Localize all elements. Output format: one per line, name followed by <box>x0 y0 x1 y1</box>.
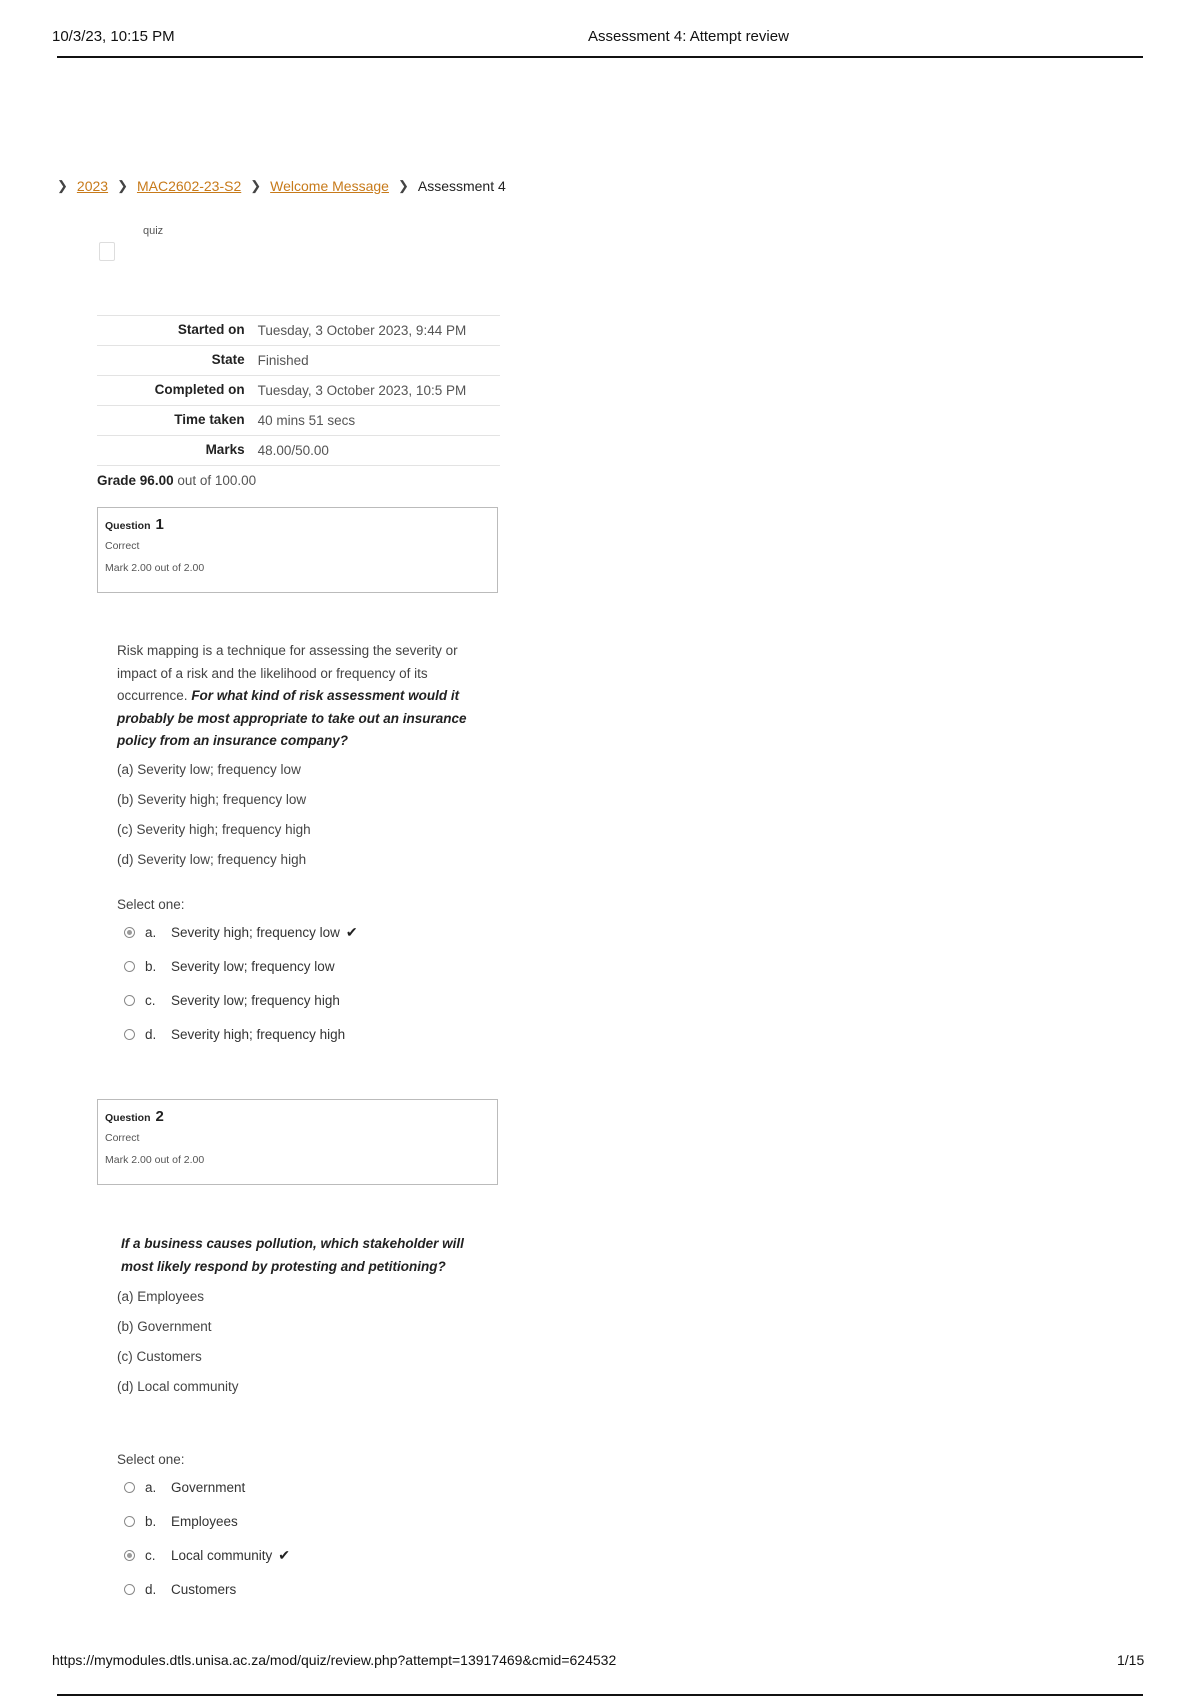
attempt-summary-table <box>97 315 500 495</box>
breadcrumb-current: Assessment 4 <box>417 178 506 194</box>
started-on-label: Started on <box>177 322 245 337</box>
completed-on-label: Completed on <box>154 382 245 397</box>
time-taken-value: 40 mins 51 secs <box>257 413 356 428</box>
state-label: State <box>211 352 245 367</box>
select-one-label: Select one: <box>117 1452 185 1467</box>
grade-label: Grade <box>97 473 137 488</box>
answer-text: Severity low; frequency high <box>171 992 340 1008</box>
select-one-label: Select one: <box>117 897 185 912</box>
option-item: (b) Severity high; frequency low <box>117 792 307 807</box>
answer-letter: c. <box>145 1547 156 1563</box>
answer-text: Severity high; frequency high <box>171 1026 346 1042</box>
option-item: (d) Severity low; frequency high <box>117 852 307 867</box>
breadcrumb-link-course[interactable]: MAC2602-23-S2 <box>136 178 242 194</box>
option-item: (c) Customers <box>117 1349 202 1364</box>
radio-button[interactable] <box>124 961 135 972</box>
question-text <box>117 640 487 753</box>
state-value: Finished <box>257 353 309 368</box>
question-label: Question <box>105 520 151 532</box>
answer-text: Customers <box>171 1581 237 1597</box>
answer-option[interactable] <box>124 1017 358 1051</box>
print-page-title: Assessment 4: Attempt review <box>588 28 789 45</box>
radio-button[interactable] <box>124 1550 135 1561</box>
answer-letter: c. <box>145 992 156 1008</box>
started-on-value: Tuesday, 3 October 2023, 9:44 PM <box>257 323 467 338</box>
option-item: (b) Government <box>117 1319 212 1334</box>
question-option-list <box>117 1282 239 1402</box>
time-taken-label: Time taken <box>174 412 245 427</box>
answer-option[interactable] <box>124 1538 290 1572</box>
question-text-emphasis: For what kind of risk assessment would it probably be most appropriate to take out an insurance policy from an insurance company? <box>117 688 467 748</box>
radio-button[interactable] <box>124 1516 135 1527</box>
answer-text: Employees <box>171 1513 238 1529</box>
radio-button[interactable] <box>124 927 135 938</box>
answer-option[interactable] <box>124 1470 290 1504</box>
option-item: (a) Employees <box>117 1289 205 1304</box>
answer-text: Severity low; frequency low <box>171 958 335 974</box>
answer-letter: a. <box>145 1479 157 1495</box>
footer-divider <box>57 1694 1143 1696</box>
answer-option[interactable] <box>124 1572 290 1606</box>
answer-option[interactable] <box>124 983 358 1017</box>
checkmark-icon: ✔ <box>278 1546 291 1563</box>
breadcrumb-link-year[interactable]: 2023 <box>76 178 109 194</box>
question-text-emphasis: If a business causes pollution, which stakeholder will most likely respond by protesting and petitioning? <box>121 1236 464 1274</box>
radio-button[interactable] <box>124 995 135 1006</box>
answer-list <box>124 915 358 1051</box>
question-number <box>105 516 490 533</box>
chevron-right-icon: ❯ <box>117 178 128 193</box>
answer-option[interactable] <box>124 949 358 983</box>
option-item: (d) Local community <box>117 1379 239 1394</box>
question-mark: Mark 2.00 out of 2.00 <box>105 562 205 574</box>
question-label: Question <box>105 1112 151 1124</box>
marks-value: 48.00/50.00 <box>257 443 329 458</box>
question-state: Correct <box>105 540 140 552</box>
answer-letter: d. <box>145 1581 157 1597</box>
quiz-icon <box>99 242 115 261</box>
question-mark: Mark 2.00 out of 2.00 <box>105 1154 205 1166</box>
radio-button[interactable] <box>124 1482 135 1493</box>
question-option-list <box>117 755 311 875</box>
question-state: Correct <box>105 1132 140 1144</box>
checkmark-icon: ✔ <box>345 923 358 940</box>
answer-text: Severity high; frequency low <box>171 924 340 940</box>
completed-on-value: Tuesday, 3 October 2023, 10:5 PM <box>257 383 467 398</box>
question-text <box>117 1233 491 1278</box>
grade-suffix: out of 100.00 <box>177 473 257 488</box>
grade-row <box>97 466 500 496</box>
radio-button[interactable] <box>124 1584 135 1595</box>
chevron-right-icon: ❯ <box>250 178 262 193</box>
answer-option[interactable] <box>124 915 358 949</box>
question-number-value: 2 <box>155 1108 164 1125</box>
answer-letter: d. <box>145 1026 157 1042</box>
answer-text: Government <box>171 1479 246 1495</box>
radio-button[interactable] <box>124 1029 135 1040</box>
chevron-right-icon: ❯ <box>57 178 68 193</box>
print-url: https://mymodules.dtls.unisa.ac.za/mod/quiz/review.php?attempt=13917469&cmid=624532 <box>52 1652 617 1668</box>
print-date: 10/3/23, 10:15 PM <box>52 28 175 45</box>
answer-letter: b. <box>145 1513 157 1529</box>
print-page-number: 1/15 <box>1117 1652 1145 1668</box>
breadcrumb <box>57 178 506 194</box>
question-number-value: 1 <box>155 516 164 533</box>
header-divider <box>57 56 1143 58</box>
question-info-box <box>97 1099 498 1185</box>
grade-value: 96.00 <box>139 473 174 488</box>
breadcrumb-link-section[interactable]: Welcome Message <box>270 178 389 194</box>
option-item: (a) Severity low; frequency low <box>117 762 301 777</box>
activity-type-label: quiz <box>143 225 164 237</box>
question-info-box <box>97 507 498 593</box>
answer-letter: b. <box>145 958 157 974</box>
answer-letter: a. <box>145 924 157 940</box>
answer-option[interactable] <box>124 1504 290 1538</box>
marks-label: Marks <box>205 442 245 457</box>
question-text-plain: Risk mapping is a technique for assessing the severity or impact of a risk and the likelihood or frequency of its occurrence. <box>117 643 458 703</box>
option-item: (c) Severity high; frequency high <box>117 822 311 837</box>
answer-list <box>124 1470 290 1606</box>
answer-text: Local community <box>171 1547 273 1563</box>
chevron-right-icon: ❯ <box>397 178 409 193</box>
question-number <box>105 1108 490 1125</box>
